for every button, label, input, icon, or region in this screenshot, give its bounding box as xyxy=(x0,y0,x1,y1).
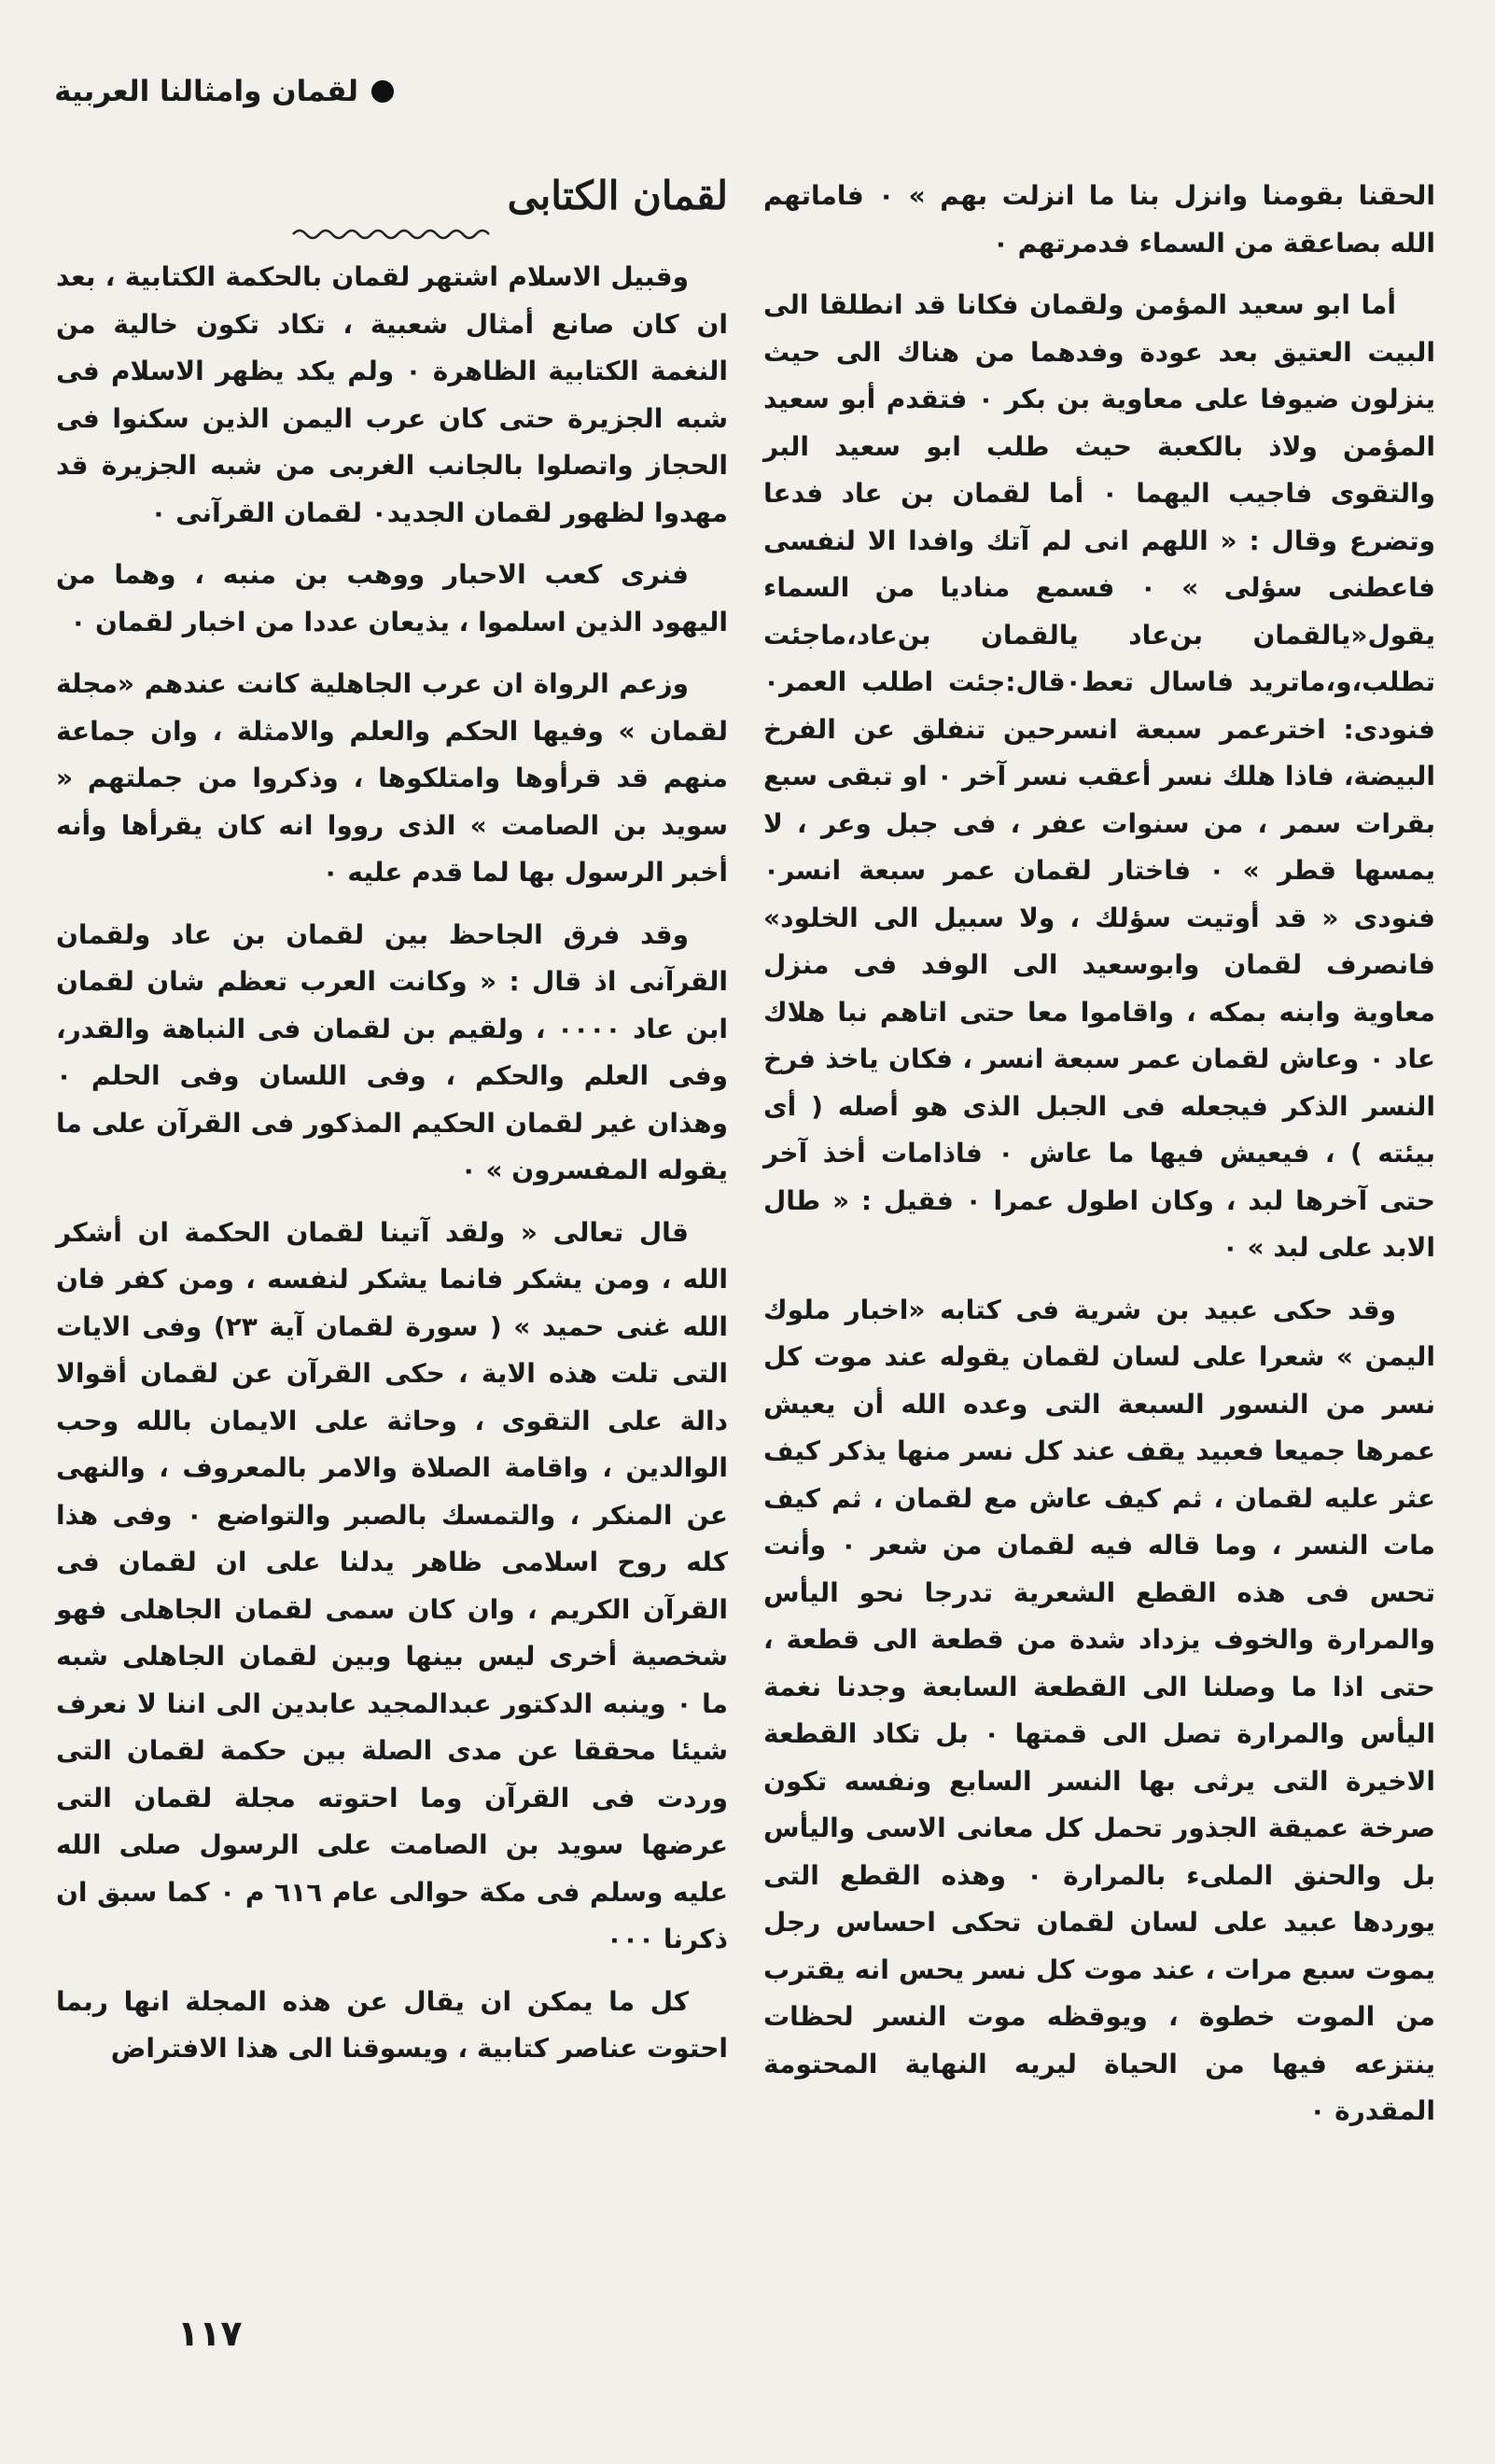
wavy-underline-icon xyxy=(289,224,495,245)
paragraph: وقد حكى عبيد بن شرية فى كتابه «اخبار ملوك اليمن » شعرا على لسان لقمان يقوله عند موت كل نسر من النسور السبعة التى وعده الله أن يعيش عمرها جميعا فعبيد يقف عند كل نسر منها يذكر كيف عثر عليه لقمان ، ثم كيف عاش مع لقمان ، ثم كيف مات النسر ، وما قاله فيه لقمان من شعر ٠ وأنت تحس فى هذه القطع الشعرية تدرجا نحو اليأس والمرارة والخوف يزداد شدة من قطعة الى قطعة ، حتى اذا ما وصلنا الى القطعة السابعة وجدنا نغمة اليأس والمرارة تصل الى قمتها ٠ بل تكاد القطعة الاخيرة التى يرثى بها النسر السابع ونفسه تكون صرخة عميقة الجذور تحمل كل معانى الاسى واليأس بل والحنق الملىء بالمرارة ٠ وهذه القطع التى يوردها عبيد على لسان لقمان تحكى احساس رجل يموت سبع مرات ، عند موت كل نسر يحس انه يقترب من الموت خطوة ، ويوقظه موت النسر لحظات ينتزعه فيها من الحياة ليريه النهاية المحتومة المقدرة ٠ xyxy=(763,1294,1435,2126)
running-title: لقمان وامثالنا العربية xyxy=(54,75,358,108)
running-header xyxy=(54,75,394,108)
paragraph: وقبيل الاسلام اشتهر لقمان بالحكمة الكتابية ، بعد ان كان صانع أمثال شعبية ، تكاد تكون خالية من النغمة الكتابية الظاهرة ٠ ولم يكد يظهر الاسلام فى شبه الجزيرة حتى كان عرب اليمن الذين سكنوا فى الحجاز واتصلوا بالجانب الغربى من شبه الجزيرة قد مهدوا لظهور لقمان الجديد٠ لقمان القرآنى ٠ xyxy=(56,261,729,528)
paragraph: فنرى كعب الاحبار ووهب بن منبه ، وهما من اليهود الذين اسلموا ، يذيعان عددا من اخبار لقمان ٠ xyxy=(56,559,728,637)
page-number: ١١٧ xyxy=(177,2313,243,2354)
section-title: لقمان الكتابى xyxy=(507,173,728,218)
paragraph: الحقنا بقومنا وانزل بنا ما انزلت بهم » ٠ فاماتهم الله بصاعقة من السماء فدمرتهم ٠ xyxy=(763,180,1435,259)
paragraph: وقد فرق الجاحظ بين لقمان بن عاد ولقمان القرآنى اذ قال : « وكانت العرب تعظم شان لقمان ابن عاد ٠٠٠٠ ، ولقيم بن لقمان فى النباهة والقدر، وفى العلم والحكم ، وفى اللسان وفى الحلم ٠ وهذان غير لقمان الحكيم المذكور فى القرآن على ما يقوله المفسرون » ٠ xyxy=(56,918,728,1185)
paragraph: أما ابو سعيد المؤمن ولقمان فكانا قد انطلقا الى البيت العتيق بعد عودة وفدهما من هناك الى حيث ينزلون ضيوفا على معاوية بن بكر ٠ فتقدم أبو سعيد المؤمن ولاذ بالكعبة حيث طلب ابو سعيد البر والتقوى فاجيب اليهما ٠ أما لقمان بن عاد فدعا وتضرع وقال : « اللهم انى لم آتك وافدا الا لنفسى فاعطنى سؤلى » ٠ فسمع مناديا من السماء يقول«يالقمان بن‌عاد يالقمان بن‌عاد،ماجئت تطلب،و،ماتريد فاسال تعط٠قال:جئت اطلب العمر٠ فنودى: اخترعمر سبعة انسرحين تنفلق عن الفرخ البيضة، فاذا هلك نسر أعقب نسر آخر ٠ او تبقى سبع بقرات سمر ، من سنوات عفر ، فى جبل وعر ، لا يمسها قطر » ٠ فاختار لقمان عمر سبعة انسر٠ فنودى « قد أوتيت سؤلك ، ولا سبيل الى الخلود» فانصرف لقمان وابوسعيد الى الوفد فى منزل معاوية وابنه بمكه ، واقاموا معا حتى اتاهم نبا هلاك عاد ٠ وعاش لقمان عمر سبعة انسر ، فكان ياخذ فرخ النسر الذكر فيجعله فى الجبل الذى هو أصله ( أى بيئته ) ، فيعيش فيها ما عاش ٠ فاذامات أخذ آخر حتى آخرها لبد ، وكان اطول عمرا ٠ فقيل : « طال الابد على لبد » ٠ xyxy=(763,289,1436,1263)
bullet-icon xyxy=(371,80,394,103)
paragraph: قال تعالى « ولقد آتينا لقمان الحكمة ان أشكر الله ، ومن يشكر فانما يشكر لنفسه ، ومن كفر فان الله غنى حميد » ( سورة لقمان آية ٢٣) وفى الايات التى تلت هذه الاية ، حكى القرآن عن لقمان أقوالا دالة على التقوى ، وحاثة على الايمان بالله وحب الوالدين ، واقامة الصلاة والامر بالمعروف ، والنهى عن المنكر ، والتمسك بالصبر والتواضع ٠ وفى هذا كله روح اسلامى ظاهر يدلنا على ان لقمان فى القرآن الكريم ، وان كان سمى لقمان الجاهلى فهو شخصية أخرى ليس بينها وبين لقمان الجاهلى شبه ما ٠ وينبه الدكتور عبدالمجيد عابدين الى اننا لا نعرف شيئا محققا عن مدى الصلة بين حكمة لقمان التى وردت فى القرآن وما احتوته مجلة لقمان التى عرضها سويد بن الصامت على الرسول صلى الله عليه وسلم فى مكة حوالى عام ٦١٦ م ٠ كما سبق ان ذكرنا ٠٠٠ xyxy=(56,1216,728,1954)
paragraph: كل ما يمكن ان يقال عن هذه المجلة انها ربما احتوت عناصر كتابية ، ويسوقنا الى هذا الافتراض xyxy=(56,1985,728,2064)
left-column xyxy=(56,170,728,2088)
right-column xyxy=(763,173,1435,2150)
paragraph: وزعم الرواة ان عرب الجاهلية كانت عندهم «مجلة لقمان » وفيها الحكم والعلم والامثلة ، وان جماعة منهم قد قرأوها وامتلكوها ، وذكروا من جملتهم « سويد بن الصامت » الذى رووا انه كان يقرأها وأنه أخبر الرسول بها لما قدم عليه ٠ xyxy=(56,668,728,888)
